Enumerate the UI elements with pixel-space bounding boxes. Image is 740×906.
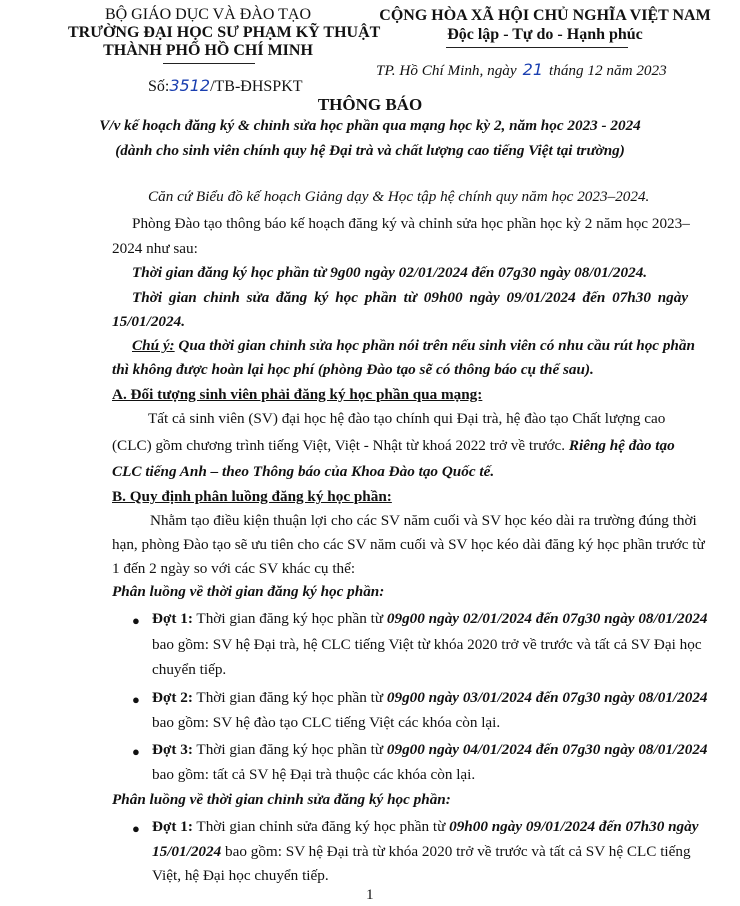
reg-round-1-text: Thời gian đăng ký học phần từ [196, 610, 384, 627]
number-prefix: Số: [148, 78, 170, 95]
reg-round-3-label: Đợt 3: [152, 741, 193, 758]
document-number [148, 76, 303, 96]
date-day-handwritten: 21 [522, 60, 543, 79]
section-b-line1: Nhằm tạo điều kiện thuận lợi cho các SV năm cuối và SV học kéo dài ra trường đúng thời [150, 512, 697, 529]
bullet-icon: ● [132, 821, 140, 836]
reg-round-2-line1 [152, 689, 708, 707]
university-name-line1: TRƯỜNG ĐẠI HỌC SƯ PHẠM KỸ THUẬT [68, 24, 381, 41]
date-suffix: tháng 12 năm 2023 [549, 62, 667, 79]
bullet-icon: ● [132, 613, 140, 628]
reg-round-3-text: Thời gian đăng ký học phần từ [196, 741, 384, 758]
section-a-line1: Tất cả sinh viên (SV) đại học hệ đào tạo chính qui Đại trà, hệ đào tạo Chất lượng cao [148, 410, 666, 427]
number-handwritten: 3512 [169, 76, 211, 95]
motto-underline [446, 47, 628, 48]
edit-round-1-text: Thời gian chỉnh sửa đăng ký học phần từ [196, 818, 446, 835]
number-suffix: /TB-ĐHSPKT [210, 78, 303, 95]
section-a-line3: CLC tiếng Anh – theo Thông báo của Khoa Đào tạo Quốc tế. [112, 463, 495, 480]
edit-round-1-line2 [152, 843, 691, 861]
reg-round-1-time: 09g00 ngày 02/01/2024 đến 07g30 ngày 08/01/2024 [386, 610, 708, 627]
bullet-icon: ● [132, 744, 140, 759]
document-title: THÔNG BÁO [317, 95, 423, 114]
registration-time: Thời gian đăng ký học phần từ 9g00 ngày 02/01/2024 đến 07g30 ngày 08/01/2024. [132, 264, 648, 281]
edit-round-1-label: Đợt 1: [152, 818, 193, 835]
note-line1 [132, 337, 695, 355]
country-name: CỘNG HÒA XÃ HỘI CHỦ NGHĨA VIỆT NAM [379, 7, 711, 24]
reg-round-1-line1 [152, 610, 708, 628]
reg-round-1-line3: chuyển tiếp. [152, 661, 227, 678]
edit-round-1-scope: bao gồm: SV hệ Đại trà từ khóa 2020 trở về trước và tất cả SV hệ CLC tiếng [225, 843, 691, 860]
section-a-line2-bold: Riêng hệ đào tạo [568, 437, 675, 454]
section-a-heading: A. Đối tượng sinh viên phải đăng ký học phần qua mạng: [112, 386, 483, 403]
intro-line2: 2024 như sau: [112, 240, 198, 257]
issue-date [376, 60, 667, 80]
registration-stream-title: Phân luồng về thời gian đăng ký học phần: [112, 583, 385, 600]
ministry-name: BỘ GIÁO DỤC VÀ ĐÀO TẠO [104, 6, 312, 23]
edit-round-1-line1 [152, 818, 698, 836]
bullet-icon: ● [132, 692, 140, 707]
edit-time-line1: Thời gian chỉnh sửa đăng ký học phần từ 09h00 ngày 09/01/2024 đến 07h30 ngày [132, 289, 689, 306]
edit-round-1-line3: Việt, hệ Đại học chuyển tiếp. [152, 867, 329, 884]
section-b-line2: hạn, phòng Đào tạo sẽ ưu tiên cho các SV năm cuối và SV học kéo dài đăng ký học phần trước từ [112, 536, 705, 553]
reg-round-2-label: Đợt 2: [152, 689, 193, 706]
reg-round-1-line2: bao gồm: SV hệ Đại trà, hệ CLC tiếng Việt từ khóa 2020 trở về trước và tất cả SV Đại học [152, 636, 702, 653]
reg-round-2-text: Thời gian đăng ký học phần từ [196, 689, 384, 706]
intro-line1: Phòng Đào tạo thông báo kế hoạch đăng ký và chỉnh sửa học phần học kỳ 2 năm học 2023– [132, 215, 690, 232]
legal-basis: Căn cứ Biểu đồ kế hoạch Giảng dạy & Học tập hệ chính quy năm học 2023–2024. [148, 188, 650, 205]
section-b-heading: B. Quy định phân luồng đăng ký học phần: [112, 488, 392, 505]
header-left-underline [163, 63, 255, 64]
date-prefix: TP. Hồ Chí Minh, ngày [376, 62, 517, 79]
section-a-line2-normal: (CLC) gồm chương trình tiếng Việt, Việt - Nhật từ khoá 2022 trở về trước. [112, 437, 566, 454]
edit-stream-title: Phân luồng về thời gian chỉnh sửa đăng ký học phần: [112, 791, 451, 808]
note-line2: thì không được hoàn lại học phí (phòng Đào tạo sẽ có thông báo cụ thể sau). [112, 361, 594, 378]
note-label: Chú ý: [132, 337, 175, 354]
edit-round-1-date: 15/01/2024 [152, 843, 222, 860]
section-b-line3: 1 đến 2 ngày so với các SV khác cụ thể: [112, 560, 356, 577]
reg-round-3-line1 [152, 741, 708, 759]
reg-round-2-time: 09g00 ngày 03/01/2024 đến 07g30 ngày 08/01/2024 [386, 689, 708, 706]
subject-line2: (dành cho sinh viên chính quy hệ Đại trà và chất lượng cao tiếng Việt tại trường) [115, 142, 625, 159]
reg-round-2-line2: bao gồm: SV hệ đào tạo CLC tiếng Việt các khóa còn lại. [152, 714, 501, 731]
reg-round-1-label: Đợt 1: [152, 610, 193, 627]
reg-round-3-line2: bao gồm: tất cả SV hệ Đại trà thuộc các khóa còn lại. [152, 766, 476, 783]
university-name-line2: THÀNH PHỐ HỒ CHÍ MINH [103, 42, 313, 59]
section-a-line2 [112, 437, 675, 455]
subject-line1: V/v kế hoạch đăng ký & chỉnh sửa học phần qua mạng học kỳ 2, năm học 2023 - 2024 [99, 117, 641, 134]
edit-round-1-time: 09h00 ngày 09/01/2024 đến 07h30 ngày [449, 818, 699, 835]
edit-time-line2: 15/01/2024. [112, 313, 185, 330]
national-motto: Độc lập - Tự do - Hạnh phúc [447, 26, 643, 43]
note-text: Qua thời gian chỉnh sửa học phần nói trên nếu sinh viên có nhu cầu rút học phần [178, 337, 695, 354]
reg-round-3-time: 09g00 ngày 04/01/2024 đến 07g30 ngày 08/01/2024 [386, 741, 708, 758]
page-number: 1 [366, 886, 374, 903]
